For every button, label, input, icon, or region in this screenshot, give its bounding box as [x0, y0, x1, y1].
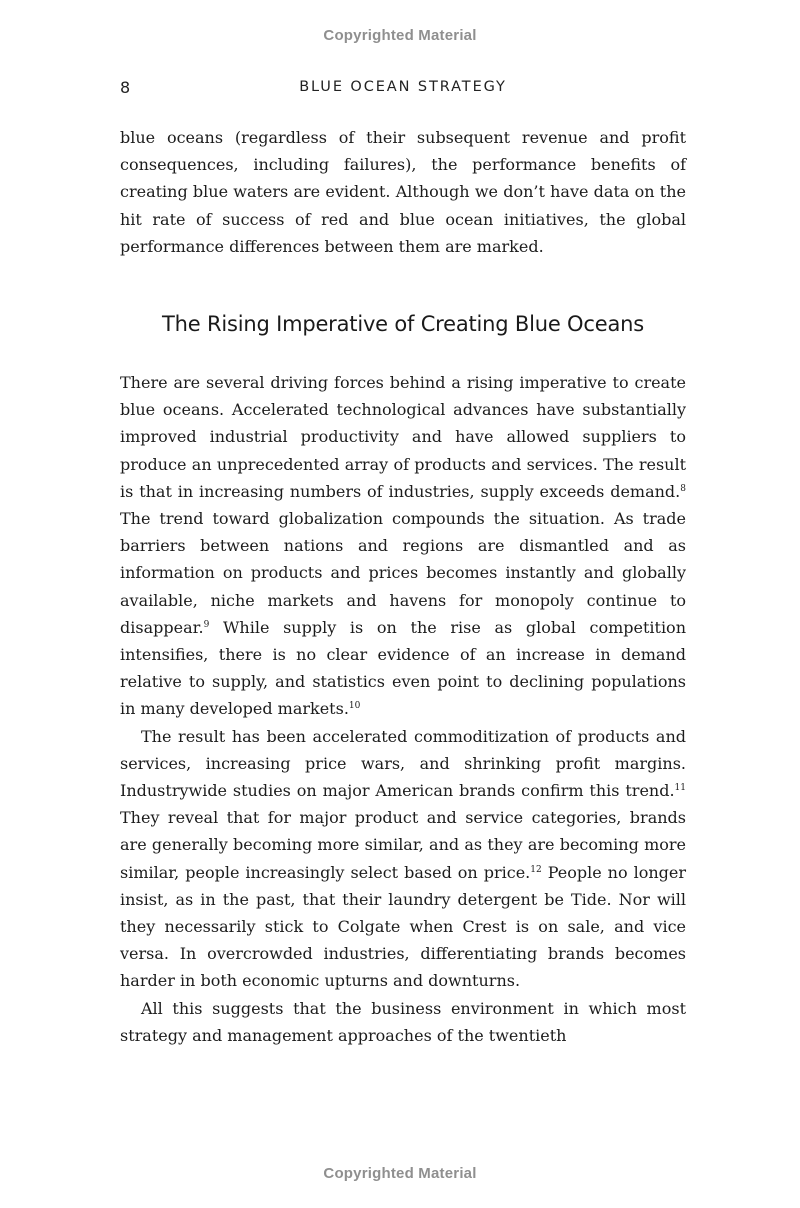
paragraph-text: There are several driving forces behind a rising imperative to create blue oceans. Accelerated technological advances have substantially improved industrial productivity and have allowed suppliers to produce an unprecedented array of products and services. The result is that in increasing numbers of industries, supply exceeds demand.	[120, 373, 686, 501]
paragraph-text: While supply is on the rise as global competition intensifies, there is no clear evidence of an increase in demand relative to supply, and statistics even point to declining populations in many developed markets.	[120, 617, 686, 719]
endnote-marker: 9	[203, 619, 210, 630]
paragraph-text: The result has been accelerated commoditization of products and services, increasing price wars, and shrinking profit margins. Industrywide studies on major American brands confirm this trend.	[120, 726, 686, 801]
paragraph-text: They reveal that for major product and service categories, brands are generally becoming more similar, and as they are becoming more similar, people increasingly select based on price.	[120, 808, 686, 882]
section-heading: The Rising Imperative of Creating Blue Oceans	[162, 312, 644, 336]
paragraph-text: People no longer insist, as in the past, that their laundry detergent be Tide. Nor will they necessarily stick to Colgate when Crest is on sale, and vice versa. In overcrowded industries, differentiating brands becomes harder in both economic upturns and downturns.	[120, 862, 686, 991]
running-header	[120, 78, 686, 100]
body-text-top	[120, 124, 686, 260]
section-body	[120, 369, 686, 1049]
copyright-watermark-bottom: Copyrighted Material	[323, 1165, 477, 1182]
paragraph: blue oceans (regardless of their subsequent revenue and profit consequences, including failures), the performance benefits of creating blue waters are evident. Although we don’t have data on the hit rate of success of red and blue ocean initiatives, the global performance differences between them are marked.	[120, 128, 686, 256]
endnote-marker: 12	[530, 864, 542, 875]
endnote-marker: 8	[680, 483, 686, 494]
page-number: 8	[120, 78, 131, 97]
copyright-watermark-top: Copyrighted Material	[323, 27, 477, 44]
paragraph-text: The trend toward globalization compounds the situation. As trade barriers between nations and regions are dismantled and as information on products and prices becomes instantly and globally available, niche markets and havens for monopoly continue to disappear.	[120, 509, 686, 637]
endnote-marker: 11	[674, 783, 686, 794]
paragraph	[120, 723, 686, 995]
endnote-marker: 10	[348, 701, 361, 712]
running-title: BLUE OCEAN STRATEGY	[299, 79, 507, 95]
paragraph	[120, 369, 686, 723]
paragraph: All this suggests that the business environment in which most strategy and management approaches of the twentieth	[120, 998, 686, 1045]
